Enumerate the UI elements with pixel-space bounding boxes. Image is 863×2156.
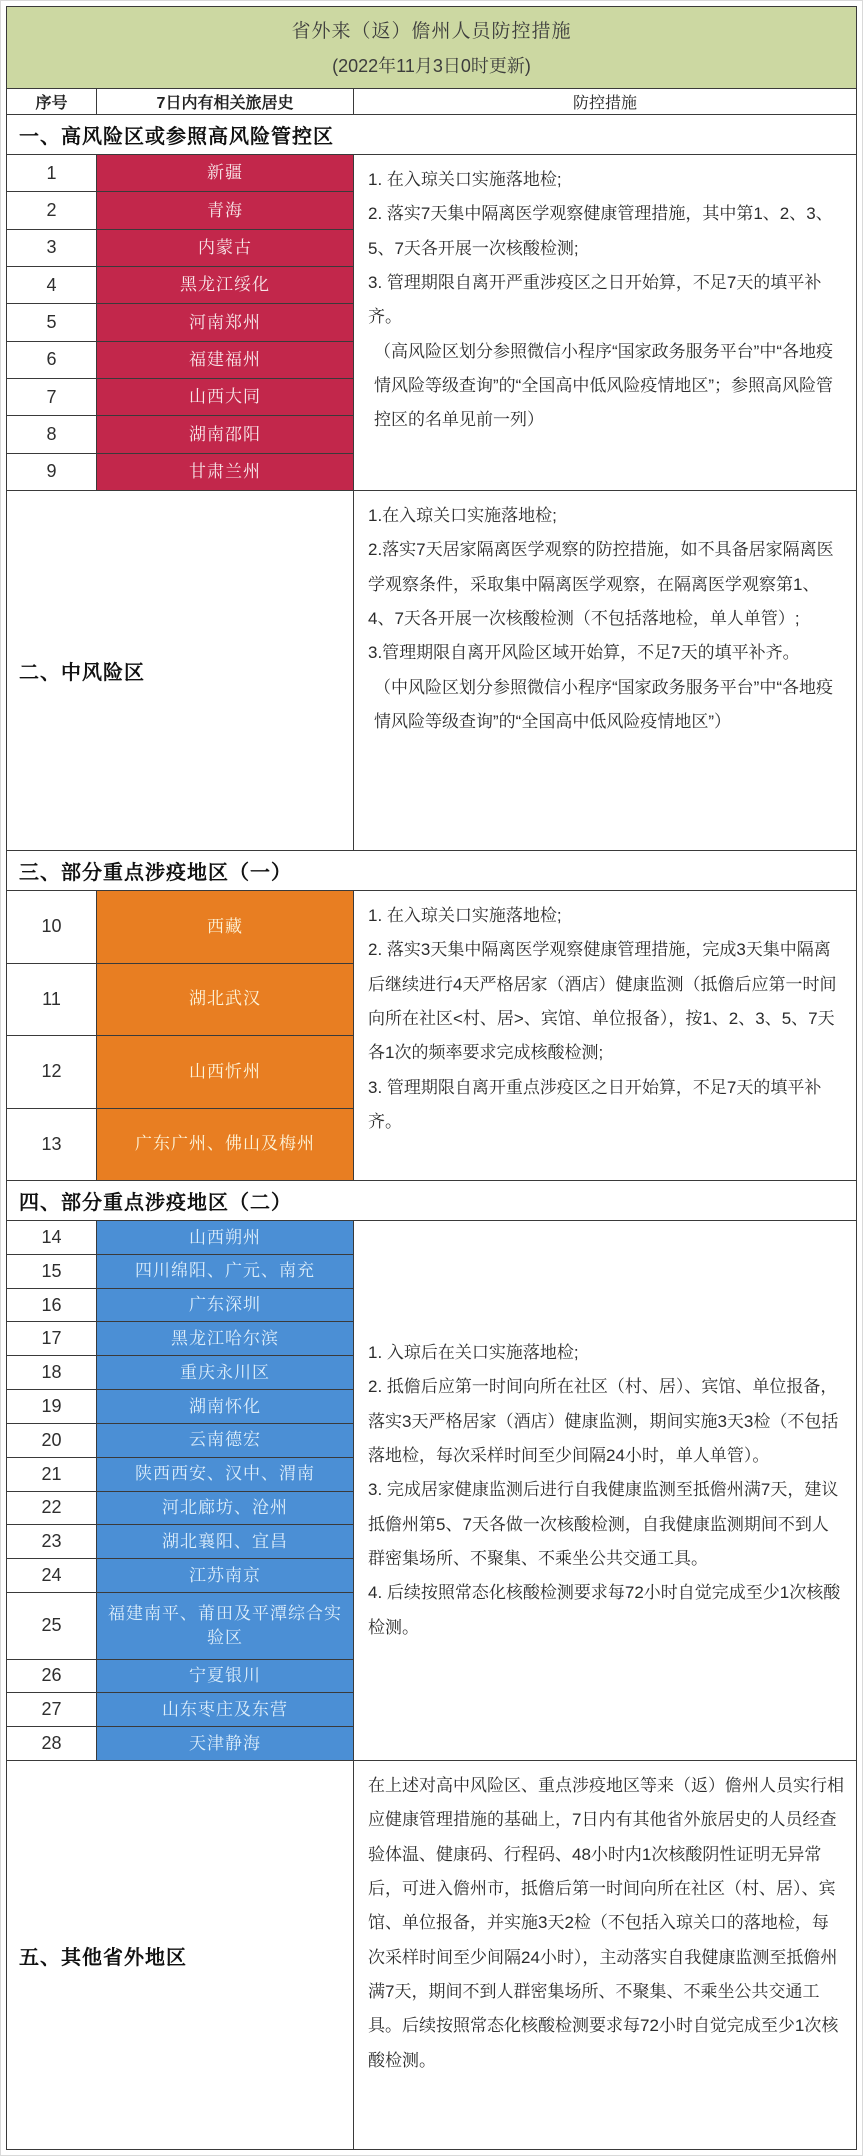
region-cell: 湖北武汉 (97, 964, 354, 1036)
row-number: 15 (7, 1255, 97, 1288)
section-4-title: 四、部分重点涉疫地区（二） (7, 1181, 856, 1221)
row-number: 8 (7, 416, 97, 452)
region-cell: 西藏 (97, 891, 354, 963)
section-1-rows (7, 155, 354, 490)
table-row (7, 342, 354, 379)
region-cell: 河北廊坊、沧州 (97, 1492, 354, 1525)
row-number: 24 (7, 1559, 97, 1592)
table-row (7, 1356, 354, 1390)
region-cell: 福建南平、莆田及平潭综合实验区 (97, 1593, 354, 1659)
row-number: 7 (7, 379, 97, 415)
region-cell: 内蒙古 (97, 230, 354, 266)
row-number: 28 (7, 1727, 97, 1760)
row-number: 5 (7, 304, 97, 340)
measure-note: （中风险区划分参照微信小程序“国家政务服务平台”中“各地疫情风险等级查询”的“全国高中低风险疫情地区”） (374, 677, 833, 731)
column-header-row (7, 89, 856, 115)
table-row (7, 454, 354, 490)
table-row (7, 304, 354, 341)
region-cell: 云南德宏 (97, 1424, 354, 1457)
table-row (7, 1424, 354, 1458)
row-number: 18 (7, 1356, 97, 1389)
measure-item: 2.落实7天居家隔离医学观察的防控措施，如不具备居家隔离医学观察条件，采取集中隔离医学观察，在隔离医学观察第1、4、7天各开展一次核酸检测（不包括落地检，单人单管）; (368, 540, 834, 628)
table-row (7, 1593, 354, 1660)
row-number: 4 (7, 267, 97, 303)
row-number: 20 (7, 1424, 97, 1457)
table-row (7, 267, 354, 304)
row-number: 22 (7, 1492, 97, 1525)
col-header-index: 序号 (7, 89, 97, 114)
prevention-measures-table (6, 6, 857, 2150)
row-number: 19 (7, 1390, 97, 1423)
measure-item: 1.在入琼关口实施落地检; (368, 506, 557, 525)
table-row (7, 416, 354, 453)
table-row (7, 1492, 354, 1526)
table-row (7, 1525, 354, 1559)
table-row (7, 1289, 354, 1323)
region-cell: 山西忻州 (97, 1036, 354, 1108)
table-row (7, 1036, 354, 1109)
section-5-body (7, 1761, 856, 2149)
row-number: 21 (7, 1458, 97, 1491)
section-2-title: 二、中风险区 (7, 491, 354, 850)
table-row (7, 1693, 354, 1727)
region-cell: 河南郑州 (97, 304, 354, 340)
measure-item: 2. 抵儋后应第一时间向所在社区（村、居）、宾馆、单位报备，落实3天严格居家（酒店）健康监测，期间实施3天3检（不包括落地检，每次采样时间至少间隔24小时，单人单管）。 (368, 1377, 839, 1465)
row-number: 1 (7, 155, 97, 191)
table-row (7, 155, 354, 192)
measure-item: 1. 入琼后在关口实施落地检; (368, 1343, 579, 1363)
table-row (7, 1458, 354, 1492)
row-number: 17 (7, 1322, 97, 1355)
row-number: 26 (7, 1660, 97, 1693)
measure-note: （高风险区划分参照微信小程序“国家政务服务平台”中“各地疫情风险等级查询”的“全国高中低风险疫情地区”；参照高风险管控区的名单见前一列） (374, 341, 833, 430)
table-row (7, 1727, 354, 1760)
region-cell: 新疆 (97, 155, 354, 191)
table-row (7, 964, 354, 1037)
row-number: 14 (7, 1221, 97, 1254)
row-number: 27 (7, 1693, 97, 1726)
page-title: 省外来（返）儋州人员防控措施 (291, 20, 572, 42)
region-cell: 重庆永川区 (97, 1356, 354, 1389)
measure-item: 1. 在入琼关口实施落地检; (368, 170, 562, 189)
col-header-measures: 防控措施 (572, 93, 637, 112)
region-cell: 天津静海 (97, 1727, 354, 1760)
region-cell: 四川绵阳、广元、南充 (97, 1255, 354, 1288)
section-3-rows (7, 891, 354, 1180)
region-cell: 山东枣庄及东营 (97, 1693, 354, 1726)
measure-item: 在上述对高中风险区、重点涉疫地区等来（返）儋州人员实行相应健康管理措施的基础上，7日内有其他省外旅居史的人员经查验体温、健康码、行程码、48小时内1次核酸阴性证明无异常后，可进入儋州市，抵儋后第一时间向所在社区（村、居）、宾馆、单位报备，并实施3天2检（不包括入琼关口的落地检，每次采样时间至少间隔24小时），主动落实自我健康监测至抵儋州满7天，期间不到人群密集场所、不聚集、不乘坐公共交通工具。后续按照常态化核酸检测要求每72小时自觉完成至少1次核酸检测。 (368, 1776, 844, 2070)
table-row (7, 1255, 354, 1289)
region-cell: 江苏南京 (97, 1559, 354, 1592)
section-4-body (7, 1221, 856, 1761)
region-cell: 黑龙江绥化 (97, 267, 354, 303)
measure-item: 3. 完成居家健康监测后进行自我健康监测至抵儋州满7天，建议抵儋州第5、7天各做一次核酸检测，自我健康监测期间不到人群密集场所、不聚集、不乘坐公共交通工具。 (368, 1480, 839, 1568)
row-number: 6 (7, 342, 97, 378)
table-row (7, 1559, 354, 1593)
measure-item: 2. 落实3天集中隔离医学观察健康管理措施，完成3天集中隔离后继续进行4天严格居家（酒店）健康监测（抵儋后应第一时间向所在社区<村、居>、宾馆、单位报备），按1、2、3、5、7天各1次的频率要求完成核酸检测; (368, 940, 837, 1063)
region-cell: 山西朔州 (97, 1221, 354, 1254)
section-1-measures (354, 155, 856, 490)
measure-item: 3. 管理期限自离开严重涉疫区之日开始算，不足7天的填平补齐。 (368, 272, 822, 327)
section-4-rows (7, 1221, 354, 1760)
region-cell: 黑龙江哈尔滨 (97, 1322, 354, 1355)
section-4-measures (354, 1221, 856, 1760)
section-2-body (7, 491, 856, 851)
measure-item: 1. 在入琼关口实施落地检; (368, 906, 562, 925)
col-header-history: 7日内有相关旅居史 (97, 89, 354, 114)
region-cell: 湖南怀化 (97, 1390, 354, 1423)
section-3-title: 三、部分重点涉疫地区（一） (7, 851, 856, 891)
region-cell: 湖北襄阳、宜昌 (97, 1525, 354, 1558)
section-3-measures (354, 891, 856, 1180)
table-row (7, 1390, 354, 1424)
region-cell: 福建福州 (97, 342, 354, 378)
table-banner (7, 7, 856, 89)
table-row (7, 891, 354, 964)
region-cell: 广东广州、佛山及梅州 (97, 1109, 354, 1181)
row-number: 13 (7, 1109, 97, 1181)
table-row (7, 192, 354, 229)
row-number: 11 (7, 964, 97, 1036)
table-row (7, 230, 354, 267)
measure-item: 3.管理期限自离开风险区域开始算，不足7天的填平补齐。 (368, 643, 800, 663)
update-date: (2022年11月3日0时更新) (332, 55, 531, 76)
region-cell: 山西大同 (97, 379, 354, 415)
row-number: 23 (7, 1525, 97, 1558)
row-number: 12 (7, 1036, 97, 1108)
table-row (7, 1221, 354, 1255)
row-number: 16 (7, 1289, 97, 1322)
row-number: 2 (7, 192, 97, 228)
region-cell: 甘肃兰州 (97, 454, 354, 490)
region-cell: 宁夏银川 (97, 1660, 354, 1693)
row-number: 25 (7, 1593, 97, 1659)
row-number: 9 (7, 454, 97, 490)
row-number: 3 (7, 230, 97, 266)
region-cell: 陕西西安、汉中、渭南 (97, 1458, 354, 1491)
table-row (7, 1322, 354, 1356)
section-3-body (7, 891, 856, 1181)
section-2-measures (354, 491, 856, 850)
section-5-measures (354, 1761, 856, 2149)
table-row (7, 1660, 354, 1694)
row-number: 10 (7, 891, 97, 963)
region-cell: 广东深圳 (97, 1289, 354, 1322)
table-row (7, 1109, 354, 1181)
region-cell: 青海 (97, 192, 354, 228)
measure-item: 3. 管理期限自离开重点涉疫区之日开始算，不足7天的填平补齐。 (368, 1077, 822, 1131)
section-1-title: 一、高风险区或参照高风险管控区 (7, 115, 856, 155)
region-cell: 湖南邵阳 (97, 416, 354, 452)
measure-item: 2. 落实7天集中隔离医学观察健康管理措施，其中第1、2、3、5、7天各开展一次核酸检测; (368, 204, 833, 258)
section-5-title: 五、其他省外地区 (7, 1761, 354, 2149)
table-row (7, 379, 354, 416)
section-1-body (7, 155, 856, 491)
measure-item: 4. 后续按照常态化核酸检测要求每72小时自觉完成至少1次核酸检测。 (368, 1583, 841, 1637)
